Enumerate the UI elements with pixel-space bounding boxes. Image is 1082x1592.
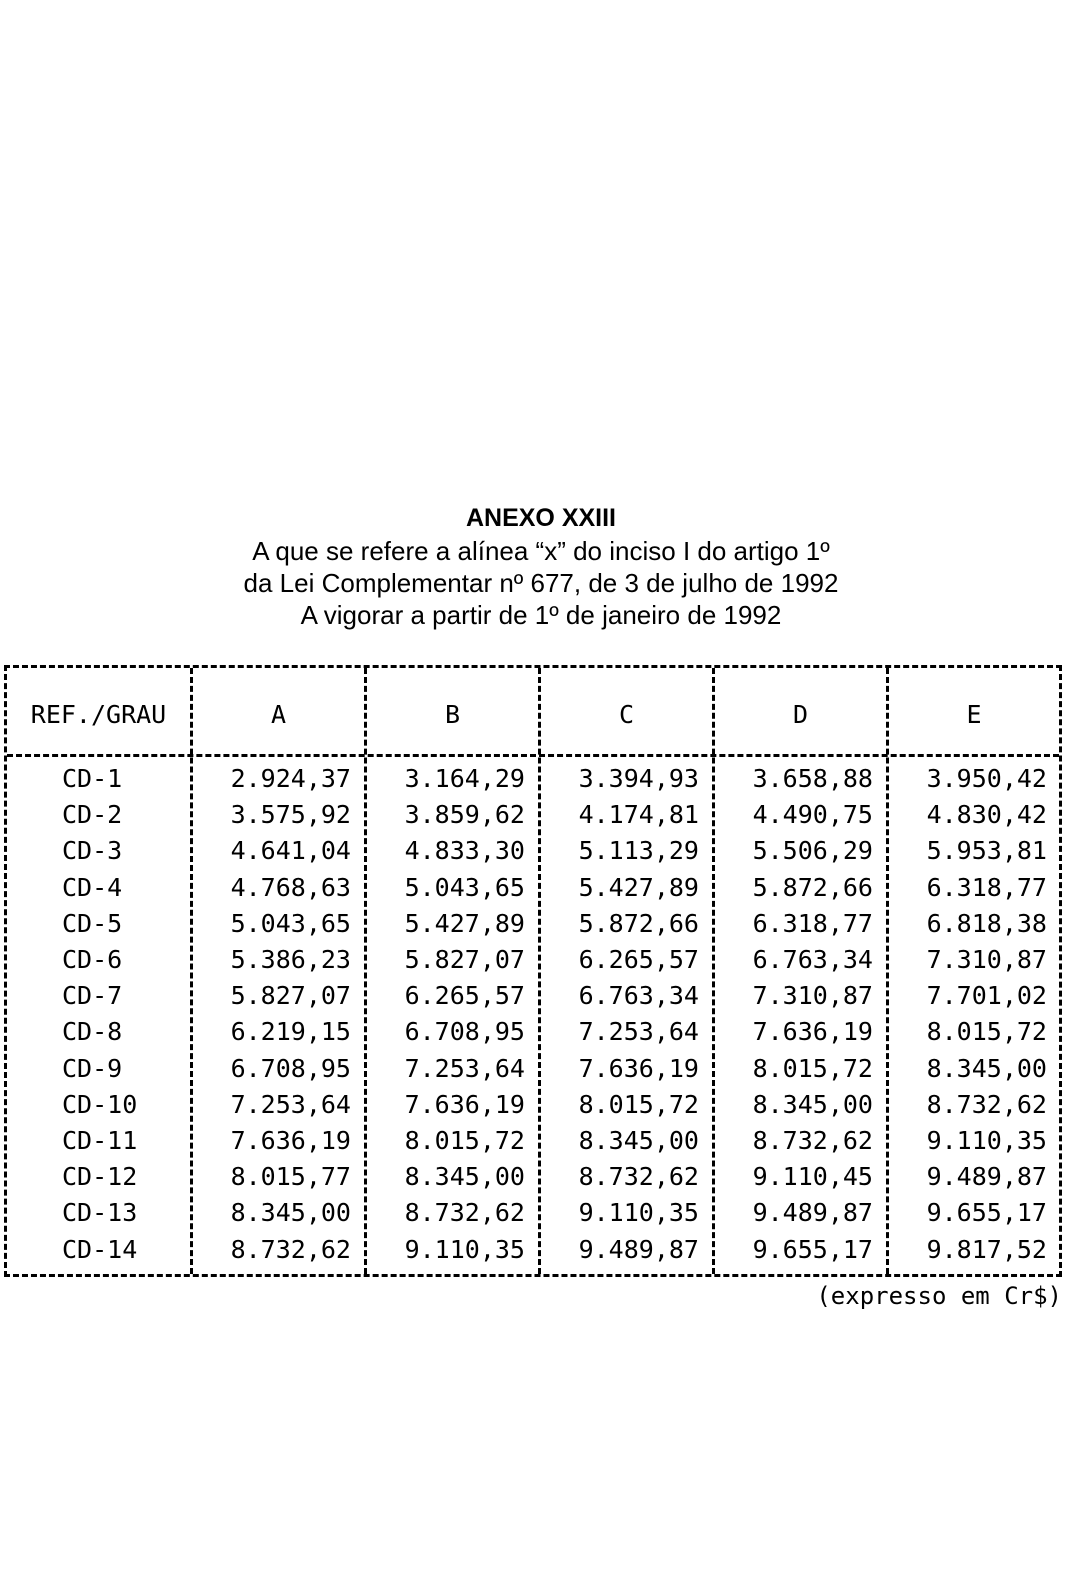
ref-cell: CD-7 [62,981,123,1011]
table-row [7,978,1059,1014]
table-row [7,1195,1059,1231]
table-row [7,906,1059,942]
salary-table [4,665,1062,1277]
value-cell: 8.345,00 [926,1053,1047,1083]
table-row [7,942,1059,978]
ref-cell: CD-2 [62,800,123,830]
value-cell: 8.015,72 [578,1089,699,1119]
value-cell: 8.732,62 [578,1162,699,1192]
value-cell: 6.763,34 [578,981,699,1011]
subtitle-line-3: A vigorar a partir de 1º de janeiro de 1992 [300,600,782,630]
currency-note: (expresso em Cr$) [816,1282,1062,1310]
ref-cell: CD-8 [62,1017,123,1047]
value-cell: 9.655,17 [752,1234,873,1264]
value-cell: 9.110,35 [404,1234,525,1264]
value-cell: 6.265,57 [578,945,699,974]
ref-cell: CD-14 [62,1234,138,1264]
subtitle-line-1: A que se refere a alínea “x” do inciso I do artigo 1º [252,536,830,566]
value-cell: 7.310,87 [752,981,873,1011]
value-cell: 5.043,65 [230,908,351,938]
header-ref-grau: REF./GRAU [30,700,167,729]
value-cell: 8.345,00 [752,1089,873,1119]
subtitle-line-2: da Lei Complementar nº 677, de 3 de julho de 1992 [243,568,839,598]
value-cell: 6.708,95 [404,1017,525,1047]
value-cell: 8.732,62 [752,1126,873,1155]
value-cell: 9.817,52 [926,1234,1047,1264]
value-cell: 8.345,00 [404,1162,525,1192]
value-cell: 5.827,07 [230,981,351,1011]
value-cell: 5.872,66 [578,908,699,938]
value-cell: 8.015,72 [404,1126,525,1155]
value-cell: 7.636,19 [752,1017,873,1047]
header-grade-c: C [618,700,635,729]
ref-cell: CD-13 [62,1198,138,1228]
header-grade-e: E [966,700,982,729]
table-row [7,870,1059,906]
value-cell: 3.658,88 [752,764,873,793]
value-cell: 9.655,17 [926,1198,1047,1228]
table-row [7,1123,1059,1159]
table-row [7,1014,1059,1050]
value-cell: 4.641,04 [230,836,351,866]
value-cell: 3.950,42 [926,764,1047,793]
header-grade-b: B [444,700,461,729]
ref-cell: CD-3 [62,836,123,866]
value-cell: 6.763,34 [752,945,873,974]
value-cell: 6.318,77 [926,872,1047,902]
value-cell: 3.164,29 [404,764,525,793]
table-row [7,1087,1059,1123]
value-cell: 5.427,89 [404,908,525,938]
value-cell: 4.830,42 [926,800,1047,830]
value-cell: 8.015,72 [926,1017,1047,1047]
value-cell: 9.110,35 [578,1198,699,1228]
value-cell: 6.818,38 [926,908,1047,938]
ref-cell: CD-1 [62,764,123,793]
value-cell: 5.386,23 [230,945,351,974]
value-cell: 7.253,64 [578,1017,699,1047]
ref-cell: CD-10 [62,1089,138,1119]
table-row [7,761,1059,797]
value-cell: 5.427,89 [578,872,699,902]
value-cell: 9.489,87 [926,1162,1047,1192]
header-grade-d: D [792,700,809,729]
value-cell: 5.953,81 [926,836,1047,866]
value-cell: 9.489,87 [578,1234,699,1264]
header-grade-a: A [270,700,287,729]
value-cell: 8.732,62 [404,1198,525,1228]
value-cell: 6.318,77 [752,908,873,938]
value-cell: 6.265,57 [404,981,525,1011]
value-cell: 5.043,65 [404,872,525,902]
value-cell: 8.015,72 [752,1053,873,1083]
value-cell: 5.506,29 [752,836,873,866]
value-cell: 4.490,75 [752,800,873,830]
value-cell: 7.636,19 [230,1126,351,1155]
table-row [7,833,1059,869]
value-cell: 8.732,62 [926,1089,1047,1119]
value-cell: 8.345,00 [230,1198,351,1228]
value-cell: 7.636,19 [404,1089,525,1119]
ref-cell: CD-9 [62,1053,123,1083]
value-cell: 3.394,93 [578,764,699,793]
annex-title: ANEXO XXIII [465,504,617,532]
value-cell: 8.732,62 [230,1234,351,1264]
ref-cell: CD-12 [62,1162,138,1192]
value-cell: 7.253,64 [230,1089,351,1119]
value-cell: 2.924,37 [230,764,351,793]
value-cell: 8.015,77 [230,1162,351,1192]
ref-cell: CD-6 [62,945,123,974]
value-cell: 9.110,45 [752,1162,873,1192]
value-cell: 8.345,00 [578,1126,699,1155]
value-cell: 6.219,15 [230,1017,351,1047]
header-divider [7,754,1059,757]
value-cell: 5.827,07 [404,945,525,974]
value-cell: 3.859,62 [404,800,525,830]
ref-cell: CD-5 [62,908,123,938]
table-row [7,797,1059,833]
value-cell: 3.575,92 [230,800,351,830]
value-cell: 7.701,02 [926,981,1047,1011]
value-cell: 4.174,81 [578,800,699,830]
value-cell: 9.489,87 [752,1198,873,1228]
value-cell: 7.253,64 [404,1053,525,1083]
table-row [7,1232,1059,1268]
table-row [7,1159,1059,1195]
table-row [7,1051,1059,1087]
value-cell: 7.636,19 [578,1053,699,1083]
value-cell: 6.708,95 [230,1053,351,1083]
ref-cell: CD-11 [62,1126,138,1155]
value-cell: 4.833,30 [404,836,525,866]
value-cell: 5.113,29 [578,836,699,866]
value-cell: 9.110,35 [926,1126,1047,1155]
ref-cell: CD-4 [62,872,123,902]
value-cell: 4.768,63 [230,872,351,902]
value-cell: 5.872,66 [752,872,873,902]
value-cell: 7.310,87 [926,945,1047,974]
